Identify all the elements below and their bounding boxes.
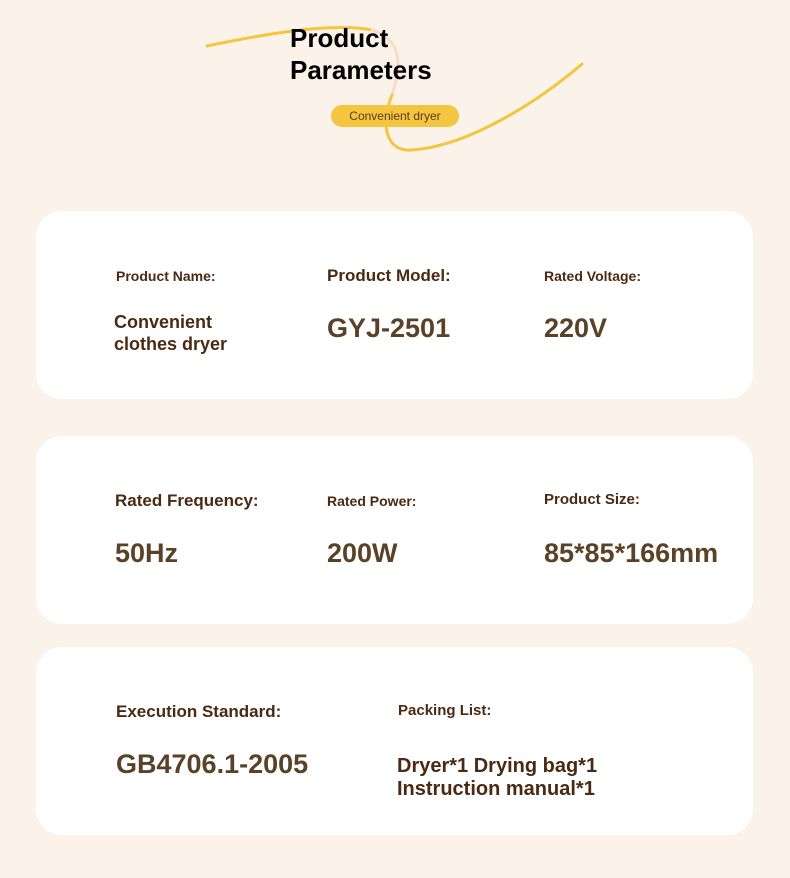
packing-list-label: Packing List: xyxy=(398,702,492,719)
product-size-label: Product Size: xyxy=(544,491,640,508)
rated-voltage-value: 220V xyxy=(544,313,608,343)
params-card-2 xyxy=(36,436,753,624)
rated-power-value: 200W xyxy=(327,538,398,568)
packing-list-value-line-2: Instruction manual*1 xyxy=(397,778,595,800)
product-name-value xyxy=(114,311,227,355)
rated-frequency-label: Rated Frequency: xyxy=(115,491,259,510)
product-name-label: Product Name: xyxy=(116,268,216,284)
params-card-3 xyxy=(36,647,753,835)
product-name-value-line-2: clothes dryer xyxy=(114,334,228,354)
subtitle-tag: Convenient dryer xyxy=(331,105,459,127)
product-size-value: 85*85*166mm xyxy=(544,538,719,568)
product-model-label: Product Model: xyxy=(327,266,451,285)
product-model-value: GYJ-2501 xyxy=(327,313,451,343)
page-title-line-2: Parameters xyxy=(290,55,432,85)
execution-standard-value: GB4706.1-2005 xyxy=(116,749,309,779)
page-title xyxy=(290,22,432,86)
rated-voltage-label: Rated Voltage: xyxy=(544,268,641,284)
execution-standard-label: Execution Standard: xyxy=(116,702,282,721)
page-title-line-1: Product xyxy=(290,23,389,53)
product-name-value-line-1: Convenient xyxy=(114,312,213,332)
packing-list-value-line-1: Dryer*1 Drying bag*1 xyxy=(397,755,598,777)
rated-power-label: Rated Power: xyxy=(327,493,417,509)
rated-frequency-value: 50Hz xyxy=(115,538,179,568)
packing-list-value xyxy=(397,755,597,801)
params-card-1 xyxy=(36,211,753,399)
